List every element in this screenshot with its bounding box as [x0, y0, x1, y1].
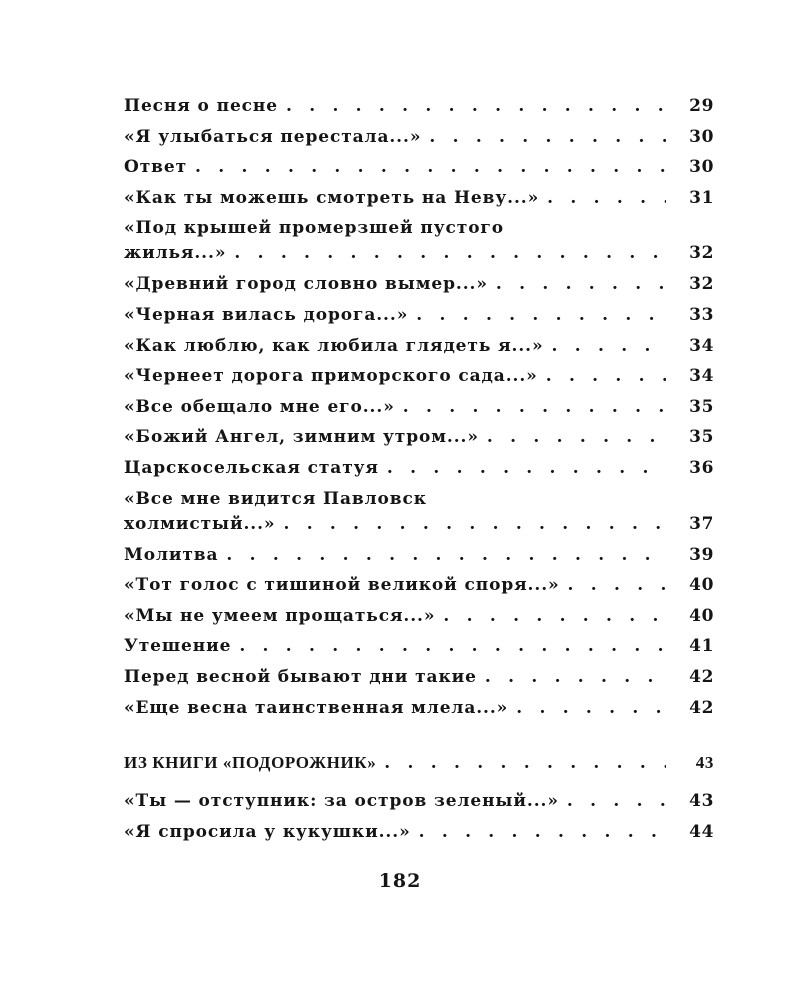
toc-entry-page: 39 — [689, 544, 714, 565]
dot-leader — [384, 748, 666, 779]
toc-entry — [124, 662, 714, 693]
dot-leader — [443, 601, 666, 632]
toc-entry-row — [124, 269, 666, 300]
page-number-footer: 182 — [378, 870, 422, 892]
dot-leader — [403, 392, 666, 423]
toc-entry-title-line2: жилья...» — [124, 243, 227, 264]
toc-entry-title: «Как люблю, как любила глядеть я...» — [124, 335, 544, 356]
toc-entry — [124, 786, 714, 817]
toc-entry-title: Молитва — [124, 544, 219, 565]
toc-entry-title: Ответ — [124, 157, 188, 178]
toc-entry-page: 44 — [689, 821, 714, 842]
toc-entry — [124, 300, 714, 331]
dot-leader — [226, 540, 666, 571]
toc-entry-title: Утешение — [124, 636, 232, 657]
dot-leader — [419, 817, 666, 848]
toc-entry-row — [124, 570, 666, 601]
toc-entry-row — [124, 631, 666, 662]
toc-entry — [124, 213, 714, 269]
toc-entry-title: «Все обещало мне его...» — [124, 396, 395, 417]
toc-entry-page: 30 — [689, 126, 714, 147]
dot-leader — [429, 122, 666, 153]
toc-entry — [124, 122, 714, 153]
toc-entry-page: 43 — [695, 752, 714, 772]
toc-entry-page: 32 — [689, 274, 714, 295]
toc-entry-title: «Я улыбаться перестала...» — [124, 126, 422, 147]
toc-entry-page: 40 — [689, 575, 714, 596]
toc-entry-page: 31 — [689, 187, 714, 208]
toc-entry-title: «Я спросила у кукушки...» — [124, 821, 411, 842]
dot-leader — [546, 361, 666, 392]
toc-entry-row — [124, 817, 666, 848]
dot-leader — [283, 509, 666, 540]
toc-entry — [124, 817, 714, 848]
toc-entry-row — [124, 238, 666, 269]
toc-entry — [124, 570, 714, 601]
toc-entry-row — [124, 361, 666, 392]
toc-entry-row — [124, 300, 666, 331]
toc-entry-row — [124, 509, 666, 540]
toc-entry-title: «Еще весна таинственная млела...» — [124, 697, 509, 718]
toc-entry-title: «Ты — отступник: за остров зеленый...» — [124, 791, 559, 812]
toc-entry-row — [124, 122, 666, 153]
toc-entry — [124, 631, 714, 662]
dot-leader — [516, 693, 666, 724]
toc-entry — [124, 392, 714, 423]
dot-leader — [416, 300, 666, 331]
toc-entry — [124, 601, 714, 632]
toc-entry-row — [124, 183, 666, 214]
toc-entry-page: 36 — [689, 457, 714, 478]
toc-entry-page: 30 — [689, 157, 714, 178]
dot-leader — [496, 269, 666, 300]
toc-entry — [124, 331, 714, 362]
dot-leader — [485, 662, 666, 693]
toc-entry-title: «Как ты можешь смотреть на Неву...» — [124, 187, 540, 208]
toc-entry-title: Песня о песне — [124, 96, 278, 116]
toc-entry — [124, 484, 714, 540]
toc-entry-row — [124, 693, 666, 724]
dot-leader — [568, 570, 666, 601]
toc-entry-row — [124, 748, 666, 779]
toc-entry-page: 37 — [689, 513, 714, 534]
toc-entry-row — [124, 453, 666, 484]
toc-entry-page: 40 — [689, 605, 714, 626]
toc-entry — [124, 91, 714, 122]
toc-entry-page: 41 — [689, 636, 714, 657]
toc-entry — [124, 361, 714, 392]
toc-entry — [124, 422, 714, 453]
toc-entry — [124, 152, 714, 183]
toc-entry-row — [124, 91, 666, 122]
toc-section-heading — [124, 748, 714, 779]
table-of-contents — [124, 91, 714, 847]
toc-entry-title-line1: «Все мне видится Павловск — [124, 488, 427, 509]
toc-entry-title-line2: холмистый...» — [124, 513, 276, 534]
toc-entry-title: Перед весной бывают дни такие — [124, 666, 477, 687]
toc-entry-row — [124, 540, 666, 571]
dot-leader — [487, 422, 666, 453]
toc-entry-page: 42 — [689, 697, 714, 718]
toc-entry-row — [124, 601, 666, 632]
dot-leader — [552, 331, 666, 362]
toc-entry — [124, 269, 714, 300]
toc-entry — [124, 693, 714, 724]
dot-leader — [567, 786, 666, 817]
dot-leader — [387, 453, 666, 484]
toc-entry — [124, 453, 714, 484]
toc-entry-row — [124, 662, 666, 693]
toc-entry-page: 35 — [689, 396, 714, 417]
toc-entry-page: 35 — [689, 427, 714, 448]
toc-entry-title: «Древний город словно вымер...» — [124, 274, 488, 295]
toc-entry-title: «Чернеет дорога приморского сада...» — [124, 366, 538, 387]
toc-entry-page: 29 — [689, 96, 714, 116]
dot-leader — [195, 152, 666, 183]
toc-entry-page: 33 — [689, 304, 714, 325]
toc-entry-title: «Мы не умеем прощаться...» — [124, 605, 436, 626]
toc-entry-row — [124, 786, 666, 817]
toc-entry-row — [124, 331, 666, 362]
toc-entry-page: 43 — [689, 791, 714, 812]
toc-entry-title: «Черная вилась дорога...» — [124, 304, 409, 325]
dot-leader — [239, 631, 666, 662]
toc-entry — [124, 183, 714, 214]
toc-entry-title-line1: «Под крышей промерзшей пустого — [124, 218, 504, 239]
toc-section-title: ИЗ КНИГИ «ПОДОРОЖНИК» — [124, 752, 377, 772]
dot-leader — [547, 183, 666, 214]
toc-entry-page: 34 — [689, 366, 714, 387]
toc-entry — [124, 540, 714, 571]
toc-entry-title: «Божий Ангел, зимним утром...» — [124, 427, 479, 448]
toc-entry-row — [124, 392, 666, 423]
toc-entry-row — [124, 422, 666, 453]
toc-entry-page: 42 — [689, 666, 714, 687]
dot-leader — [286, 91, 666, 122]
toc-entry-page: 34 — [689, 335, 714, 356]
toc-entry-title: «Тот голос с тишиной великой споря...» — [124, 575, 560, 596]
toc-entry-row — [124, 152, 666, 183]
dot-leader — [234, 238, 666, 269]
toc-entry-page: 32 — [689, 243, 714, 264]
toc-entry-title: Царскосельская статуя — [124, 457, 379, 478]
